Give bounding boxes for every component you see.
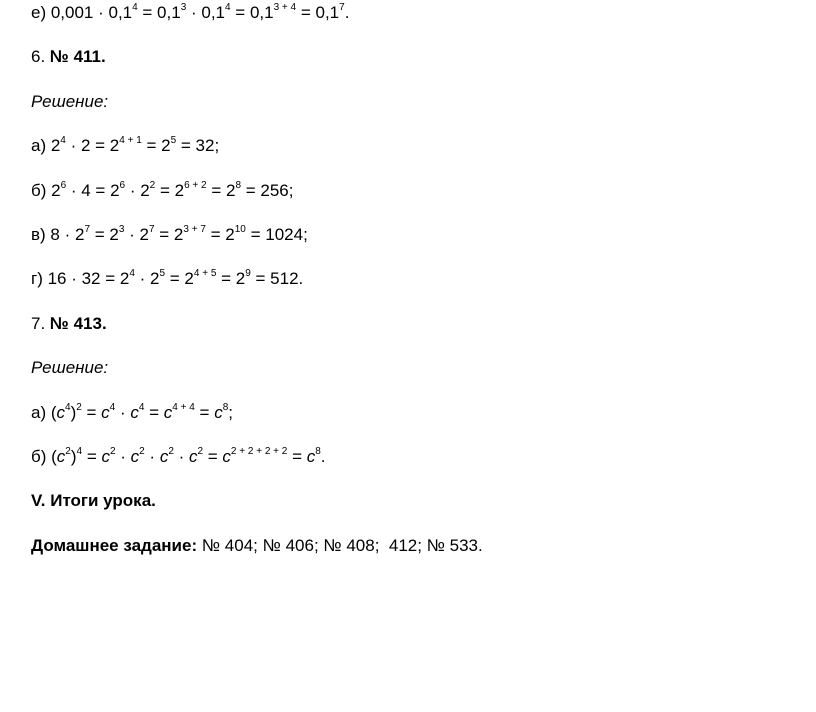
- solution-line-a: а) $(c^4)^2 = c^4 \cdot c^4 = c^{4 + 4} = c^8$;: [31, 402, 233, 422]
- section-summary-heading: V. Итоги урока.: [31, 491, 156, 510]
- homework-line: Домашнее задание: № 404; № 406; № 408; 412; № 533.: [31, 536, 483, 555]
- task-e-line: е) $0,001 \cdot 0,1^4 = 0,1^3 \cdot 0,1^4 = 0,1^{3 + 4} = 0,1^7$.: [31, 2, 350, 22]
- solution-line-a: а) $2^4 \cdot 2 = 2^{4 + 1} = 2^5 = 32$;: [31, 135, 220, 155]
- solution-line-b: б) $(c^2)^4 = c^2 \cdot c^2 \cdot c^2 \cdot c^2 = c^{2 + 2 + 2 + 2} = c^8$.: [31, 446, 326, 466]
- solution-line-b: б) $2^6 \cdot 4 = 2^6 \cdot 2^2 = 2^{6 + 2} = 2^8 = 256$;: [31, 180, 294, 200]
- solution-label: Решение:: [31, 358, 109, 377]
- exercise-413-heading: 7. № 413.: [31, 314, 107, 333]
- exercise-411-heading: 6. № 411.: [31, 47, 106, 66]
- solution-line-v: в) $8 \cdot 2^7 = 2^3 \cdot 2^7 = 2^{3 + 7} = 2^{10} = 1024$;: [31, 224, 308, 244]
- solution-label: Решение:: [31, 92, 109, 111]
- solution-line-g: г) $16 \cdot 32 = 2^4 \cdot 2^5 = 2^{4 + 5} = 2^9 = 512$.: [31, 268, 304, 288]
